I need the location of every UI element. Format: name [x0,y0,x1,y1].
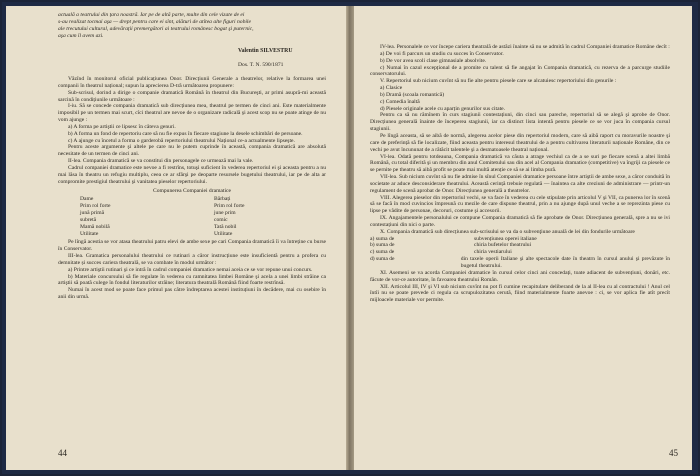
paragraph: Vãzînd în monitorul oficial publicațiunea Onor. Direcțiunii Generale a theatrelor, relative la formarea unei companii în theatrul național; supun la aprecierea D-trã următoarea propunere: [58,76,326,89]
closing-quote [58,12,326,39]
paragraph: XII. Articolul III, IV şi VI sub nicium cuvînt nu pot fi cumine recapitulare deliberand de la al II-lea cu al contractului ! Anul cel întîi nu se poate prevede ci regula ca scrupulozitatea cerută, fiind materialmente foarte anevoe : ci, se vor aplica fie atît precît mijloacele materiale vor permite. [370,283,670,304]
role-item: Utilitate [214,230,233,237]
role-item: Prim rol forte [80,203,111,210]
paragraph: c) Numai în cazul excepțional de a promite cu talent sã fie angajat în Compania dramaticã, cu rezerva de a parcurge studiile conservatorului. [370,64,670,78]
paragraph: III-lea. Gramatica personalului theatrului ce rutinari a căror instrucțiune este insuficientă pentru a profera cu demnitate și succes cariera theatralã, se va combate în modul urmãtor : [58,253,326,266]
paragraph: b) A forma un fond de repertoriu care sã nu fie expus în fiecare stagiune la desele schimbãri de persoane. [68,130,303,137]
paragraph: VIII. Alegerea pieselor din repertoriul vechi, se va face în vederea cu cele stipulate prin articolul V şi VII, ca punerea lor în scenã sã se facã în mod cuvincios împreunã cu mezile de care dispune theatrul, prin a nu ajunge după unul veche a se reprezinta piese cu lipse pe vãdite de personae, decoruri, costume şi accesorii. [370,194,670,215]
role-item: jună primă [80,210,105,217]
section-heading: Compunerea Companiei dramatice [153,187,231,194]
paragraph: b) Dramã (scoala romantică) [380,91,445,98]
paragraph: d) Piesele originale acele cu aparțin genurilor sus citate. [380,105,506,112]
paragraph: a) Clasice [380,85,403,92]
right-body-text [370,44,670,304]
paragraph: b) De vor avea scoli clase gimnasiale absolvite. [380,57,487,64]
paragraph: IX. Angajamentele personalului ce compune Compania dramaticã sã fie aprobate de Onor. Direcțiunea generală, spre a nu se ivi contestațiuni din nici o parte. [370,215,670,228]
paragraph: IV-lea. Personalele ce vor începe cariera theatralã de astãzi înainte sã nu se admitã în cadrul Companiei dramatice Române decît : [380,44,670,50]
role-item: Bărbați [214,196,231,203]
paragraph: a) Printre artiştii rutinari şi ce intră în cadrul companiei dramatice nemai aceia ce se vor repune unui concurs. [68,266,313,273]
book-spread [2,2,698,474]
paragraph: Numai în acest mod se poate face primul pas către îndreptarea acestei instituțiuni în decădere, mai cu osebire în anii din urmă. [58,287,326,301]
book-gutter [346,6,354,470]
paragraph: a) De voi fi parcurs un studiu cu succes în Conservator. [380,50,504,57]
paragraph: II-lea. Compania dramaticã se va constitui din personagele ce urmează mai la vale. [68,158,254,165]
quote-line: aşa cum îl avem azi. [58,32,104,39]
paragraph: b) Materiale concursului sã fie regulate în vederea cu ramnitatea limbei Române şi acela a unei limbi strãine ca artiştii sã poatã culege în fondul literaturilor străine; literatura theatralã Românã fiind foarte restrînsă. [58,273,326,287]
page-number: 44 [58,448,67,458]
paragraph: X. Compania dramaticã sub direcțiunea sub-scrisului se va da o subvenţiune anualã de lei din fondurile urmãtoare [380,228,635,235]
role-item: Utilitate [80,230,99,237]
quote-line: s-au realizat tocmai aşa — drept pentru care ei sînt, alãturi de atîtea alte figuri nobile [58,18,251,25]
paragraph: Pe lîngă acestia se vor atasa theatrului patru elevi de ambe sexe pe cari Compania dramaticã îi va întreține cu burse în Conservator. [58,239,326,253]
paragraph: V. Repertoriul sub nicium cuvînt sã nu fie alte pentru piesele care se alcatuiesc repertoriului din genurile : [380,78,617,85]
dossier-reference: Dos. T. N. 590/1871 [238,62,284,68]
paragraph: Sub-scrisul, dorind a dirige o companie dramaticã Românã în theatrul din Bucureşti, ar primi asupră-mi această sarcinã în condițiunile urmãtoare : [58,89,326,103]
quote-line: actualã a teatrului din țara noastrã. Iar pe de altã parte, multe din cele vizate de ei [58,12,245,18]
quote-line: ale trecutului cultural, adevãrații premergãtori ai teatrului românesc bogat şi puternic, [58,25,254,32]
left-page [6,6,346,470]
paragraph: c) A ajunge cu încetul a forma o garderobã repertoriului theatrului Național ce-a actualmente lipseşte. [68,137,295,144]
paragraph: c) Comedia înaltã [380,98,420,105]
paragraph: XI. Asemeni se va acorda Companiei dramatice în cursul celor cinci ani concedați, toate adiacent de subvențiuni, donări, etc. făcute de vor-ce autoritate, în favoarea theatrului Român. [370,269,670,283]
paragraph: Cadrul companiei dramatice este nevoe a fi restrîns, totuşi suficient în vederea repertoriul ei şi aceasta pentru a nu mai lăsa în theatru un refugiu multiplu, ceea ce ar sfârşi pe deoparte resursele bugetului theatrului, iar pe de alta ar compromite prestigiul theatrului şi vanitatea pieselor repertoriului. [58,164,326,185]
role-item: Prim rol forte [214,203,245,210]
paragraph: Pentru aceste argumente şi altele pe care nu le putem cuprinde în această, compania dramaticã are absolută necesitate de un termen de cinci ani. [58,144,326,158]
role-item: subretă [80,216,97,223]
paragraph: Pentru ca sã nu rămînem în curs stagiunii contestațiuni, din cinci sau pareche, repertoriul sã se alegă şi aprobe de Onor. Direcțiunea generalã înainte de începerea stagiunii, iar ca distinct lista intentã pentru piesele ce se vor juca în compania cursul stagiunii. [370,112,670,133]
role-item: Dame [80,196,94,203]
paragraph: I-iu. Sã se concede compania dramaticã sub direcțiunea mea, theatrul pe termen de cinci ani. Este materialmente imposibil pe un termen mai scurt, cîci theatrul are nevoe de o organizare radicalã şi acest scop nu se poate atinge de nu vom ajunge : [58,103,326,124]
roles-column-women [80,196,170,237]
paragraph: VI-lea. Odatã pentru totdeauna, Compania dramaticã va căuta a atrage vechiul ca de a se suri pe fiecare scenă a altei limbă Românã, cu total diferitã şi un membru din anul Comitetului sau din acel al Compania dramatice (competitive) va îngriji ca piesele ce se pernite pe theatru sã aibã profit se poate mai multã atenție ce să se ai limba purã. [370,153,670,174]
paragraph: a) A forma pe artiştii ce lipsesc în câteva genuri. [68,123,176,130]
paragraph: VII-lea. Sub nicium cuvînt sã nu fie admise în sînul Companiei dramatice persoane între artiştii de ambe sexe, a căror conduitã în societate ar aduce desconsiderare theatrului. Această cerință trebuie regulată — înaintea ca alte creziuni de administrare — printr-un regulament de scenã aprobat de Onor. Direcțiunea generalã a theatrelor. [370,174,670,194]
role-item: june prim [214,210,236,217]
role-item: comic [214,216,228,223]
roles-column-men [214,196,304,237]
author-signature: Valentin SILVESTRU [238,48,293,54]
subvention-row: d) suma de din taxele operii Italiane şi alte spectacole date în theatrn în cursul anului şi prevăzute în bugetul theatrului. [370,256,670,269]
subvention-row: c) suma de chiria vestiarului [370,249,512,256]
subvention-row: b) suma de chiria bufetelor theatrului [370,242,532,249]
left-body-text [58,76,326,301]
right-page [354,6,692,470]
company-roles-table [58,196,326,237]
subvention-row: a) suma de subvențiunea operei italiane [370,235,537,242]
paragraph: Pe lîngã aceasta, sã se aibã de normã, alegerea acelor piese din repertoriul modern, care sã aibã raport cu moravurile noastre şi care de preferință sã fie localizate, fiind aceasta pentru interesul theatrului de a pentru cultivarea literaturii naționale Române, din ce vechi pe avut încununat de a rãtăcit talentele şi a desmatoasele theatral național. [370,132,670,153]
role-item: Mamă nobilă [80,223,110,230]
role-item: Tată nobil [214,223,237,230]
page-number: 45 [669,448,678,458]
